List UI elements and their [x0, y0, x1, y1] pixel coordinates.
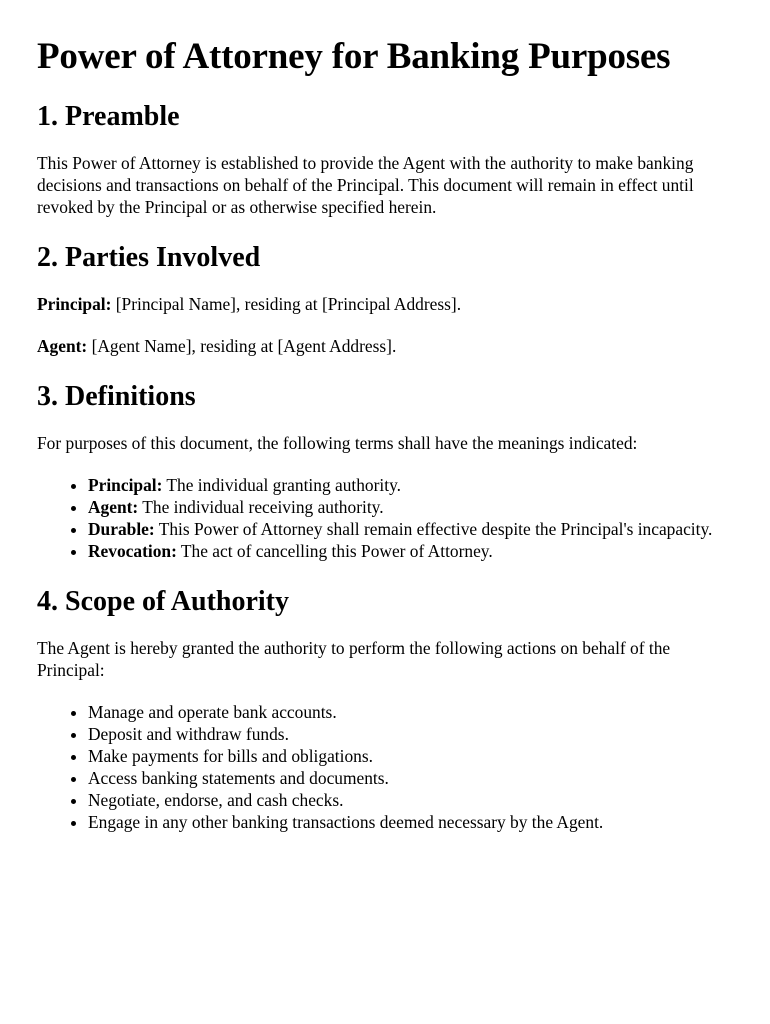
definition-term: Revocation: — [88, 541, 177, 561]
principal-paragraph — [37, 293, 733, 315]
definition-term: Principal: — [88, 475, 163, 495]
definition-item — [88, 496, 733, 518]
preamble-heading: 1. Preamble — [37, 101, 180, 132]
section-definitions — [37, 380, 733, 562]
principal-text: [Principal Name], residing at [Principal Address]. — [111, 294, 462, 314]
section-parties — [37, 241, 733, 357]
preamble-text: This Power of Attorney is established to provide the Agent with the authority to make banking decisions and transactions on behalf of the Principal. This document will remain in effect until revoked by the Principal or as otherwise specified herein. — [37, 153, 694, 217]
scope-item: • Manage and operate bank accounts. — [88, 701, 733, 723]
scope-item: • Make payments for bills and obligations. — [88, 745, 733, 767]
document-title: Power of Attorney for Banking Purposes — [37, 36, 671, 77]
scope-list — [37, 701, 733, 833]
definition-text: The individual receiving authority. — [138, 497, 384, 517]
definition-item — [88, 474, 733, 496]
principal-label: Principal: — [37, 294, 112, 314]
scope-item: • Access banking statements and documents. — [88, 767, 733, 789]
scope-heading: 4. Scope of Authority — [37, 586, 289, 617]
definition-item — [88, 518, 733, 540]
definition-term: Agent: — [88, 497, 139, 517]
definitions-heading: 3. Definitions — [37, 381, 196, 412]
definition-item — [88, 540, 733, 562]
agent-paragraph — [37, 335, 733, 357]
scope-item: • Engage in any other banking transactions deemed necessary by the Agent. — [88, 811, 733, 833]
scope-item: • Negotiate, endorse, and cash checks. — [88, 789, 733, 811]
definition-term: Durable: — [88, 519, 155, 539]
definition-text: This Power of Attorney shall remain effective despite the Principal's incapacity. — [154, 519, 713, 539]
definitions-list — [37, 474, 733, 562]
definition-text: The individual granting authority. — [162, 475, 401, 495]
parties-heading: 2. Parties Involved — [37, 242, 261, 273]
section-scope — [37, 585, 733, 833]
scope-item: • Deposit and withdraw funds. — [88, 723, 733, 745]
definitions-intro: For purposes of this document, the following terms shall have the meanings indicated: — [37, 433, 638, 453]
section-preamble — [37, 100, 733, 218]
agent-label: Agent: — [37, 336, 88, 356]
definition-text: The act of cancelling this Power of Attorney. — [176, 541, 493, 561]
agent-text: [Agent Name], residing at [Agent Address]. — [87, 336, 397, 356]
scope-intro: The Agent is hereby granted the authority to perform the following actions on behalf of the Principal: — [37, 638, 671, 680]
